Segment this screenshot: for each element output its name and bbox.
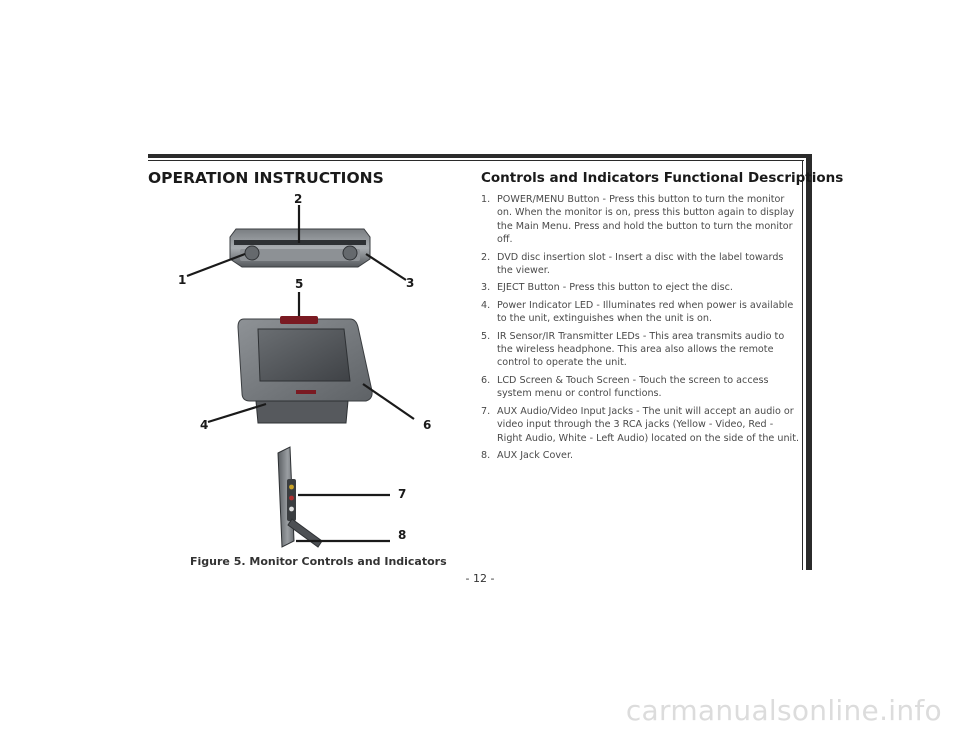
item-text: LCD Screen & Touch Screen - Touch the screen to access system menu or control functions. — [497, 374, 769, 400]
right-edge-bar — [806, 154, 812, 570]
list-item — [481, 330, 799, 370]
controls-title: Controls and Indicators Functional Descriptions — [481, 170, 844, 186]
item-number: 4. — [481, 299, 491, 311]
header-rule-thick — [148, 154, 812, 158]
item-number: 5. — [481, 330, 491, 342]
item-text: AUX Audio/Video Input Jacks - The unit will accept an audio or video input through the 3 RCA jacks (Yellow - Video, Red - Right Audio, White - Left Audio) located on the side of the unit. — [497, 405, 800, 444]
list-item — [481, 251, 799, 278]
item-number: 6. — [481, 374, 491, 386]
figure-caption: Figure 5. Monitor Controls and Indicators — [190, 555, 447, 568]
list-item — [481, 449, 799, 462]
controls-description-list — [481, 193, 799, 466]
item-number: 1. — [481, 194, 491, 205]
item-number: 2. — [481, 251, 491, 263]
list-item — [481, 281, 799, 294]
monitor-figure — [160, 185, 450, 570]
callout-1: 1 — [178, 273, 187, 287]
list-item — [481, 193, 799, 247]
header-rule-thin — [148, 160, 804, 161]
item-text: EJECT Button - Press this button to eject the disc. — [497, 282, 733, 294]
page-number: - 12 - — [465, 572, 495, 585]
list-item — [481, 299, 799, 326]
callout-5: 5 — [295, 277, 304, 291]
item-number: 8. — [481, 449, 491, 461]
callout-3: 3 — [406, 276, 415, 290]
item-text: POWER/MENU Button - Press this button to turn the monitor on. When the monitor is on, press this button again to display the Main Menu. Press and hold the button to turn the monitor off. — [497, 194, 795, 246]
monitor-side-view — [278, 447, 322, 547]
callout-8: 8 — [398, 528, 407, 542]
list-item — [481, 374, 799, 401]
watermark: carmanualsonline.info — [625, 694, 942, 727]
item-text: AUX Jack Cover. — [497, 449, 574, 461]
item-number: 3. — [481, 282, 491, 294]
item-text: DVD disc insertion slot - Insert a disc with the label towards the viewer. — [497, 251, 784, 277]
list-item — [481, 405, 799, 445]
item-text: Power Indicator LED - Illuminates red when power is available to the unit, extinguishes when the unit is on. — [497, 299, 794, 325]
item-text: IR Sensor/IR Transmitter LEDs - This area transmits audio to the wireless headphone. This area also allows the remote control to operate the unit. — [497, 330, 785, 369]
monitor-illustration — [160, 185, 450, 570]
item-number: 7. — [481, 405, 491, 417]
callout-7: 7 — [398, 487, 407, 501]
callout-2: 2 — [294, 192, 303, 206]
section-title: OPERATION INSTRUCTIONS — [148, 169, 384, 187]
callout-6: 6 — [423, 418, 432, 432]
callout-4: 4 — [200, 418, 209, 432]
right-edge-bar-thin — [802, 161, 803, 570]
